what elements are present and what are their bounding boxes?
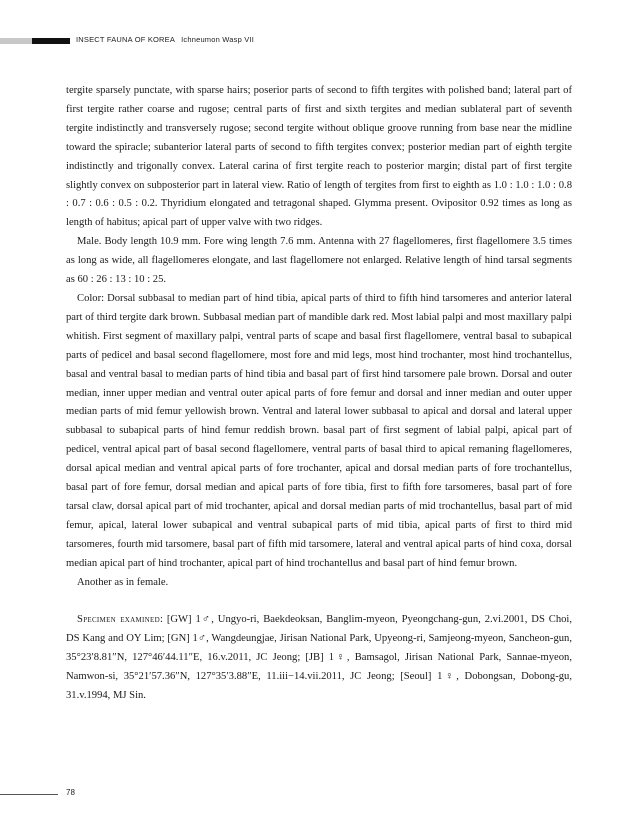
header-bar-gray bbox=[0, 38, 32, 44]
specimen-text: : [GW] 1♂, Ungyo-ri, Baekdeoksan, Banglim-myeon, Pyeongchang-gun, 2.vi.2001, DS Choi, DS Kang and OY Lim; [GN] 1♂, Wangdeungjae, Jirisan National Park, Upyeong-ri, Samjeong-myeon, Sancheon-gun, 35°23′8.81″N, 127°46′44.11″E, 16.v.2011, JC Jeong; [JB] 1♀, Bamsagol, Jirisan National Park, Sannae-myeon, Namwon-si, 35°21′57.36″N, 127°35′3.88″E, 11.iii−14.vii.2011, JC Jeong; [Seoul] 1♀, Dobongsan, Dobong-gu, 31.v.1994, MJ Sin. bbox=[66, 614, 572, 702]
paragraph-tergite-description: tergite sparsely punctate, with sparse hairs; poserior parts of second to fifth tergites with polished band; lateral part of first tergite rather coarse and rugose; central parts of first and sixth tergites and median sublateral part of seventh tergite indistinctly and transversely rugose; second tergite without oblique groove running from base near the midline toward the spiracle; subanterior lateral parts of second to fifth tergites convex; posterior median part of eighth tergite indistinctly and trigonally convex. Lateral carina of first tergite reach to posterior margin; distal part of first tergite slightly convex on subposterior part in lateral view. Ratio of length of tergites from first to eighth as 1.0 : 1.0 : 1.0 : 0.8 : 0.7 : 0.6 : 0.5 : 0.2. Thyridium elongated and tetragonal shaped. Glymma present. Ovipositor 0.92 times as long as length of habitus; apical part of upper valve with two ridges. bbox=[66, 85, 572, 229]
paragraph-color: Color: Dorsal subbasal to median part of hind tibia, apical parts of third to fifth hind tarsomeres and anterior lateral part of third tergite dark brown. Subbasal median part of mandible dark red. Most labial palpi and most maxillary palpi whitish. First segment of maxillary palpi, ventral parts of scape and basal first flagellomere, ventral basal to subapical parts of pedicel and basal second flagellomere, most fore and mid legs, most hind trochanter, most hind trochantellus, basal and ventral basal to median parts of hind tibia and basal part of first hind tarsomere pale brown. Dorsal and outer median, inner upper median and ventral outer apical parts of fore femur and dorsal and inner median and outer upper median parts of mid femur yellowish brown. Ventral and lateral lower subbasal to apical and dorsal and lateral upper subbasal to subapical parts of hind femur reddish brown. basal part of first segment of labial palpi, apical part of pedicel, ventral apical part of basal second flagellomere, ventral parts of basal third to apical remaning flagellomeres, dorsal apical median and ventral apical parts of fore trochanter, apical and dorsal median parts of fore trochantellus, basal part of fore femur, dorsal median and apical parts of fore tibia, first to fifth fore tarsomeres, basal part of fore tarsal claw, dorsal apical part of mid trochanter, apical and dorsal median parts of mid trochantellus, basal part of mid femur, apical, lateral lower subapical and ventral subapical parts of mid tibia, apical parts of first to third mid tarsomeres, fourth mid tarsomere, basal part of fifth mid tarsomere, lateral and ventral apical parts of hind coxa, dorsal median apical part of hind trochanter, apical part of hind trochantellus and basal part of hind femur brown. bbox=[66, 292, 572, 569]
header-bar-black bbox=[32, 38, 70, 44]
paragraph-specimen-examined bbox=[66, 611, 572, 706]
header-subtitle: Ichneumon Wasp VII bbox=[181, 35, 255, 44]
footer-rule bbox=[0, 794, 58, 795]
running-header bbox=[76, 35, 254, 44]
body-text bbox=[66, 82, 572, 706]
page-number: 78 bbox=[66, 788, 75, 797]
header-title: INSECT FAUNA OF KOREA bbox=[76, 35, 176, 44]
paragraph-another: Another as in female. bbox=[77, 576, 169, 588]
paragraph-male: Male. Body length 10.9 mm. Fore wing length 7.6 mm. Antenna with 27 flagellomeres, first flagellomere 3.5 times as long as wide, all flagellomeres elongate, and last flagellomere not enlarged. Relative length of hind tarsal segments as 60 : 26 : 13 : 10 : 25. bbox=[66, 236, 572, 286]
specimen-label: Specimen examined bbox=[77, 614, 160, 626]
